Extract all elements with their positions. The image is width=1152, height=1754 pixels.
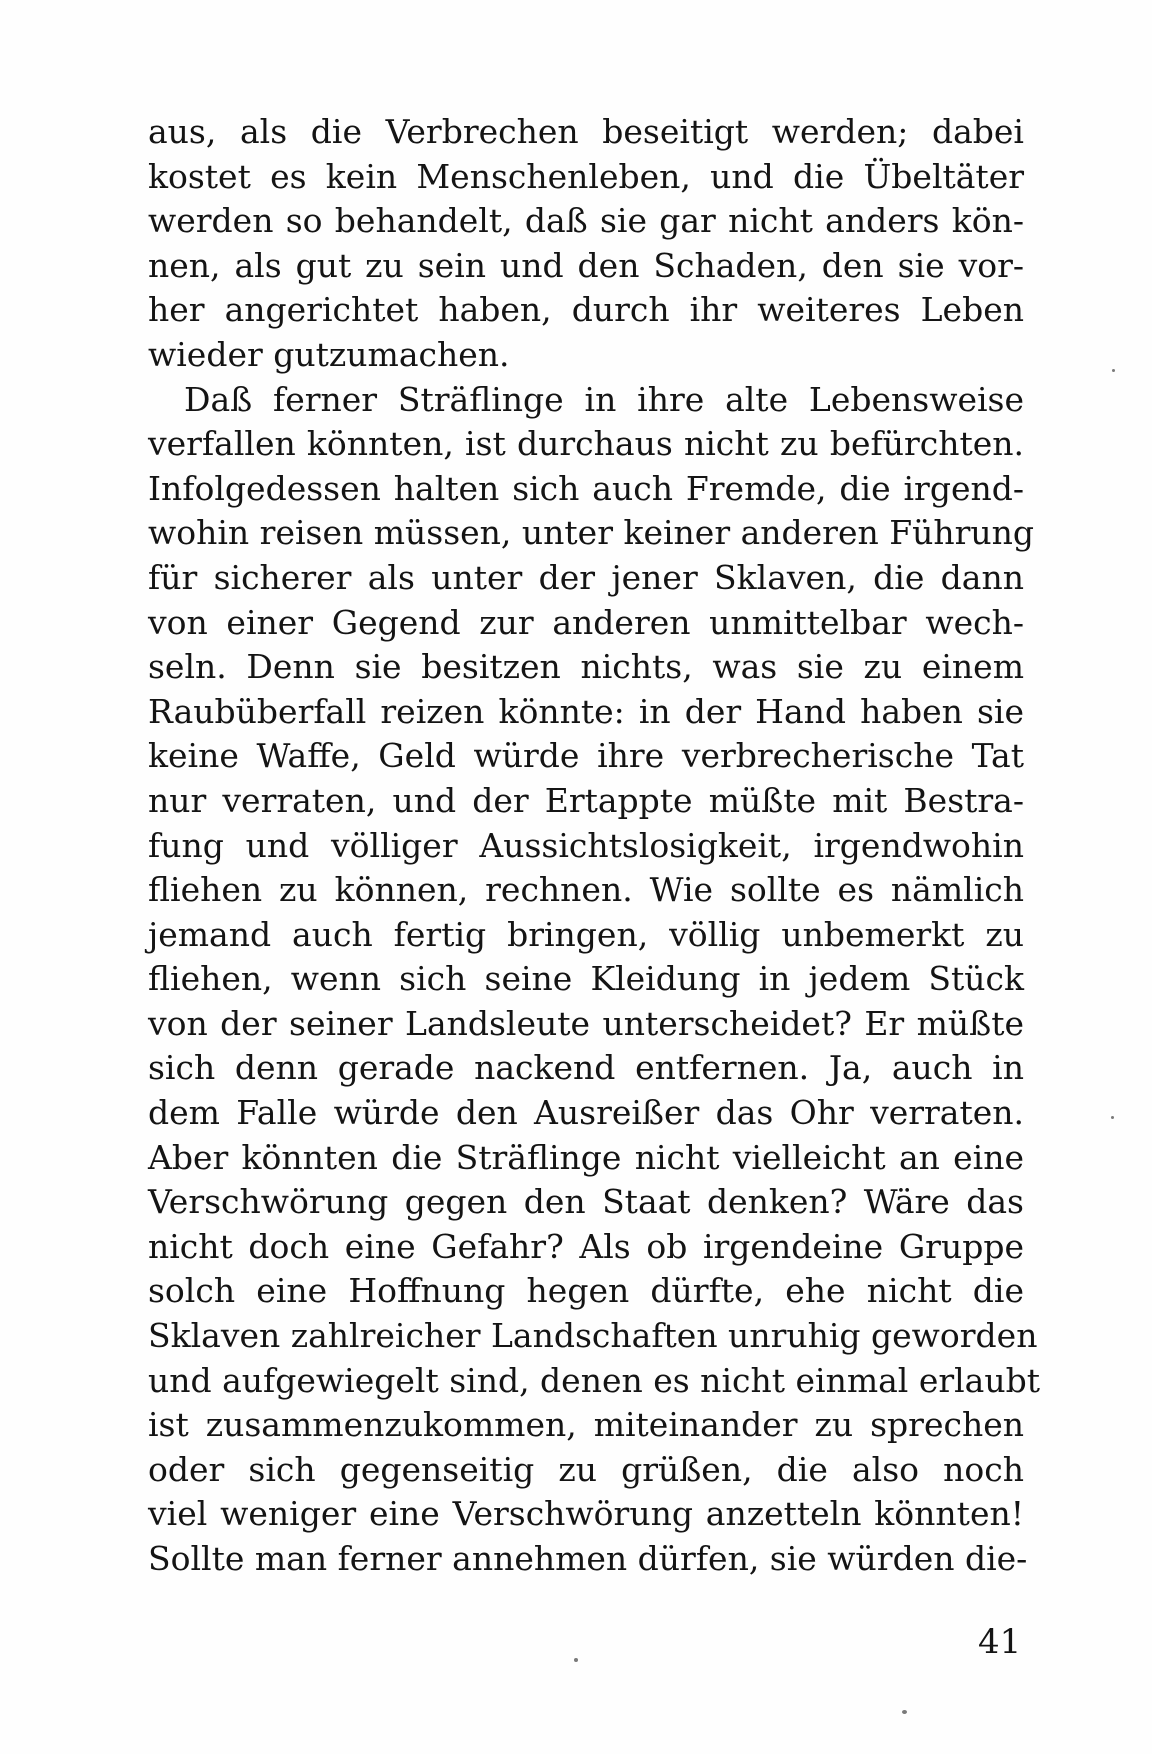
scan-speck	[1111, 1116, 1114, 1119]
text-line: ist zusammenzukommen, miteinander zu sprechen	[148, 1405, 1024, 1445]
text-line: Raubüberfall reizen könnte: in der Hand haben sie	[148, 691, 1024, 731]
text-line: Infolgedessen halten sich auch Fremde, die irgend-	[148, 468, 1024, 508]
text-line: her angerichtet haben, durch ihr weiteres Leben	[148, 290, 1024, 330]
text-line: Daß ferner Sträflinge in ihre alte Lebensweise	[184, 379, 1024, 419]
text-line: nur verraten, und der Ertappte müßte mit Bestra-	[148, 780, 1024, 820]
text-line: werden so behandelt, daß sie gar nicht anders kön-	[148, 201, 1024, 241]
text-line: fliehen zu können, rechnen. Wie sollte es nämlich	[148, 870, 1024, 910]
body-text	[148, 110, 1040, 1582]
text-line: für sicherer als unter der jener Sklaven, die dann	[148, 557, 1024, 597]
text-line: wieder gutzumachen.	[148, 334, 510, 374]
text-line: dem Falle würde den Ausreißer das Ohr verraten.	[148, 1093, 1024, 1133]
text-line: nicht doch eine Gefahr? Als ob irgendeine Gruppe	[148, 1226, 1024, 1266]
text-line: sich denn gerade nackend entfernen. Ja, auch in	[148, 1048, 1024, 1088]
text-line: aus, als die Verbrechen beseitigt werden; dabei	[148, 112, 1024, 151]
scan-speck	[902, 1710, 907, 1714]
text-line: von der seiner Landsleute unterscheidet? Er müßte	[148, 1003, 1024, 1043]
text-line: Aber könnten die Sträflinge nicht vielleicht an eine	[148, 1137, 1024, 1177]
text-line: verfallen könnten, ist durchaus nicht zu befürchten.	[148, 424, 1024, 464]
text-line: Verschwörung gegen den Staat denken? Wäre das	[148, 1182, 1024, 1222]
text-line: nen, als gut zu sein und den Schaden, den sie vor-	[148, 245, 1024, 285]
text-line: viel weniger eine Verschwörung anzetteln könnten!	[148, 1494, 1024, 1534]
text-line: fliehen, wenn sich seine Kleidung in jedem Stück	[148, 959, 1024, 999]
text-line: keine Waffe, Geld würde ihre verbrecherische Tat	[148, 736, 1024, 776]
paragraph-1	[148, 110, 1024, 378]
scan-speck	[1112, 369, 1115, 372]
text-line: wohin reisen müssen, unter keiner anderen Führung	[148, 513, 1035, 553]
text-line: Sollte man ferner annehmen dürfen, sie würden die-	[148, 1539, 1028, 1578]
text-line: und aufgewiegelt sind, denen es nicht einmal erlaubt	[148, 1360, 1040, 1400]
text-line: fung und völliger Aussichtslosigkeit, irgendwohin	[148, 825, 1024, 865]
text-line: von einer Gegend zur anderen unmittelbar wech-	[148, 602, 1024, 642]
paragraph-2	[148, 378, 1040, 1582]
text-line: kostet es kein Menschenleben, und die Übeltäter	[148, 156, 1024, 196]
text-line: jemand auch fertig bringen, völlig unbemerkt zu	[148, 914, 1024, 954]
text-line: oder sich gegenseitig zu grüßen, die also noch	[148, 1449, 1024, 1489]
scan-speck	[574, 1658, 578, 1662]
page-number: 41	[978, 1622, 1022, 1662]
text-line: solch eine Hoffnung hegen dürfte, ehe nicht die	[148, 1271, 1024, 1311]
text-line: seln. Denn sie besitzen nichts, was sie zu einem	[148, 647, 1024, 687]
text-line: Sklaven zahlreicher Landschaften unruhig geworden	[148, 1316, 1038, 1356]
